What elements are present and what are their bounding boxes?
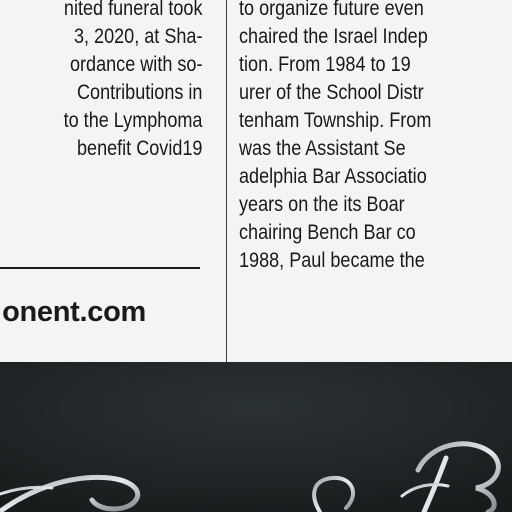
left-text-line: Contributions in: [76, 81, 202, 104]
right-text-line: chaired the Israel Indep: [239, 25, 428, 48]
dark-photo-panel: [0, 362, 512, 512]
right-text-line: adelphia Bar Associatio: [239, 165, 427, 188]
right-text-line: tion. From 1984 to 19: [239, 53, 411, 76]
right-text-line: years on the its Boar: [239, 193, 405, 216]
left-text-line: nited funeral took: [63, 0, 203, 20]
right-text-line: urer of the School Distr: [239, 81, 424, 104]
right-text-line: tenham Township. From: [239, 109, 432, 132]
right-column: [227, 0, 512, 362]
left-text-line: benefit Covid19: [76, 137, 202, 160]
right-text-line: chairing Bench Bar co: [239, 221, 416, 244]
left-text-line: 3, 2020, at Sha-: [73, 25, 202, 48]
right-text-line: 1988, Paul became the: [239, 249, 425, 272]
footer-url: onent.com: [2, 296, 146, 328]
right-column-paragraph: [239, 0, 431, 275]
left-column: [0, 0, 226, 362]
right-text-line: to organize future even: [239, 0, 424, 20]
left-text-line: to the Lymphoma: [63, 109, 202, 132]
left-text-line: ordance with so-: [69, 53, 203, 76]
horizontal-divider: [0, 267, 200, 269]
script-lettering-graphic: [0, 362, 512, 512]
left-column-paragraph: [63, 0, 202, 163]
right-text-line: was the Assistant Se: [239, 137, 406, 160]
